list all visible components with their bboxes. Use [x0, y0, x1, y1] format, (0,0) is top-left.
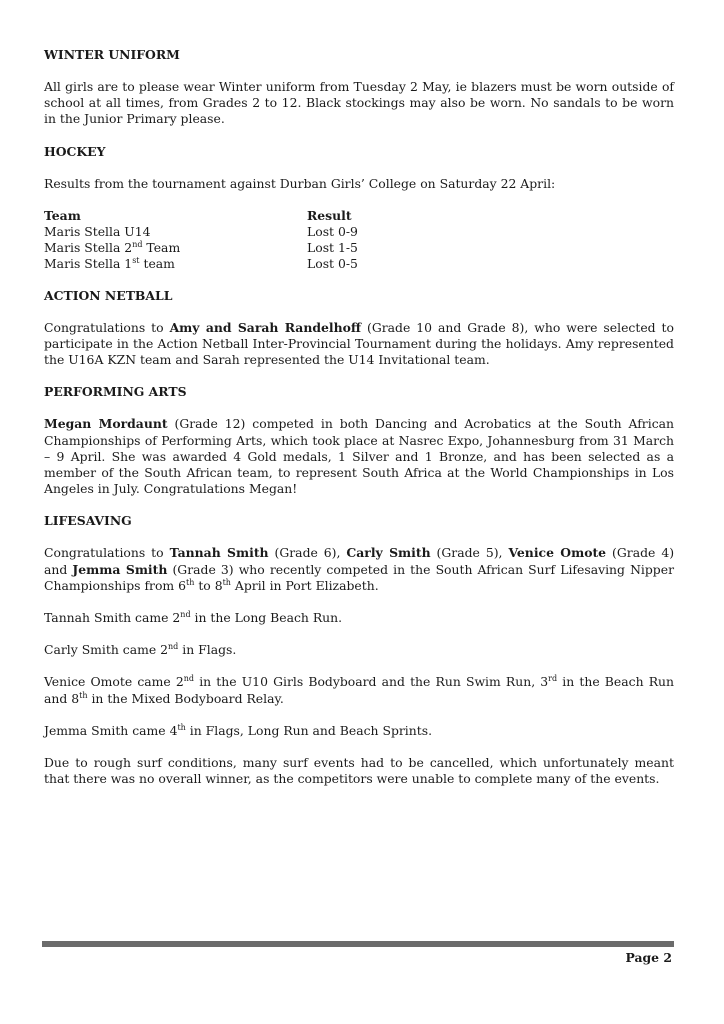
- performing-arts-heading: PERFORMING ARTS: [44, 384, 187, 400]
- performing-arts-text: Megan Mordaunt (Grade 12) competed in both Dancing and Acrobatics at the South African Championships of Performing Arts, which took place at Nasrec Expo, Johannesburg from 31 March – 9 April. She was awarded 4 Gold medals, 1 Silver and 1 Bronze, and has been selected as a member of the South African team, to represent South Africa at the World Championships in Los Angeles in July. Congratulations Megan!: [44, 416, 674, 497]
- venice-result: Venice Omote came 2nd in the U10 Girls Bodyboard and the Run Swim Run, 3rd in the Beach Run and 8th in the Mixed Bodyboard Relay.: [44, 674, 674, 706]
- table-row: [44, 240, 358, 256]
- winter-uniform-text: All girls are to please wear Winter uniform from Tuesday 2 May, ie blazers must be worn outside of school at all times, from Grades 2 to 12. Black stockings may also be worn. No sandals to be worn in the Junior Primary please.: [44, 79, 674, 127]
- result-cell: Lost 0-9: [307, 223, 358, 239]
- team-cell: Maris Stella 1st team: [44, 255, 175, 271]
- footer-divider: [42, 941, 674, 947]
- table-row: [44, 224, 358, 240]
- page-number: Page 2: [625, 950, 672, 965]
- hockey-heading: HOCKEY: [44, 143, 106, 159]
- document-body: [44, 47, 674, 787]
- lifesaving-intro: Congratulations to Tannah Smith (Grade 6), Carly Smith (Grade 5), Venice Omote (Grade 4) and Jemma Smith (Grade 3) who recently competed in the South African Surf Lifesaving Nipper Championships from 6th to 8th April in Port Elizabeth.: [44, 545, 675, 593]
- tannah-result: Tannah Smith came 2nd in the Long Beach Run.: [44, 609, 343, 626]
- lifesaving-heading: LIFESAVING: [44, 513, 132, 529]
- lifesaving-closing: Due to rough surf conditions, many surf events had to be cancelled, which unfortunately meant that there was no overall winner, as the competitors were unable to complete many of the events.: [44, 755, 674, 787]
- col-result-header: Result: [307, 207, 352, 223]
- team-cell: Maris Stella 2nd Team: [44, 239, 181, 255]
- team-cell: Maris Stella U14: [44, 223, 151, 239]
- jemma-result: Jemma Smith came 4th in Flags, Long Run and Beach Sprints.: [44, 722, 433, 738]
- col-team-header: Team: [44, 207, 81, 223]
- netball-heading: ACTION NETBALL: [44, 287, 173, 303]
- table-header-row: [44, 208, 358, 224]
- hockey-results-table: [44, 208, 358, 272]
- carly-result: Carly Smith came 2nd in Flags.: [44, 642, 237, 658]
- table-row: [44, 256, 358, 272]
- result-cell: Lost 1-5: [307, 239, 358, 255]
- netball-text: Congratulations to Amy and Sarah Randelhoff (Grade 10 and Grade 8), who were selected to participate in the Action Netball Inter-Provincial Tournament during the holidays. Amy represented the U16A KZN team and Sarah represented the U14 Invitational team.: [44, 319, 674, 368]
- result-cell: Lost 0-5: [307, 255, 358, 271]
- hockey-intro: Results from the tournament against Durban Girls’ College on Saturday 22 April:: [44, 175, 556, 191]
- winter-uniform-heading: WINTER UNIFORM: [44, 47, 180, 62]
